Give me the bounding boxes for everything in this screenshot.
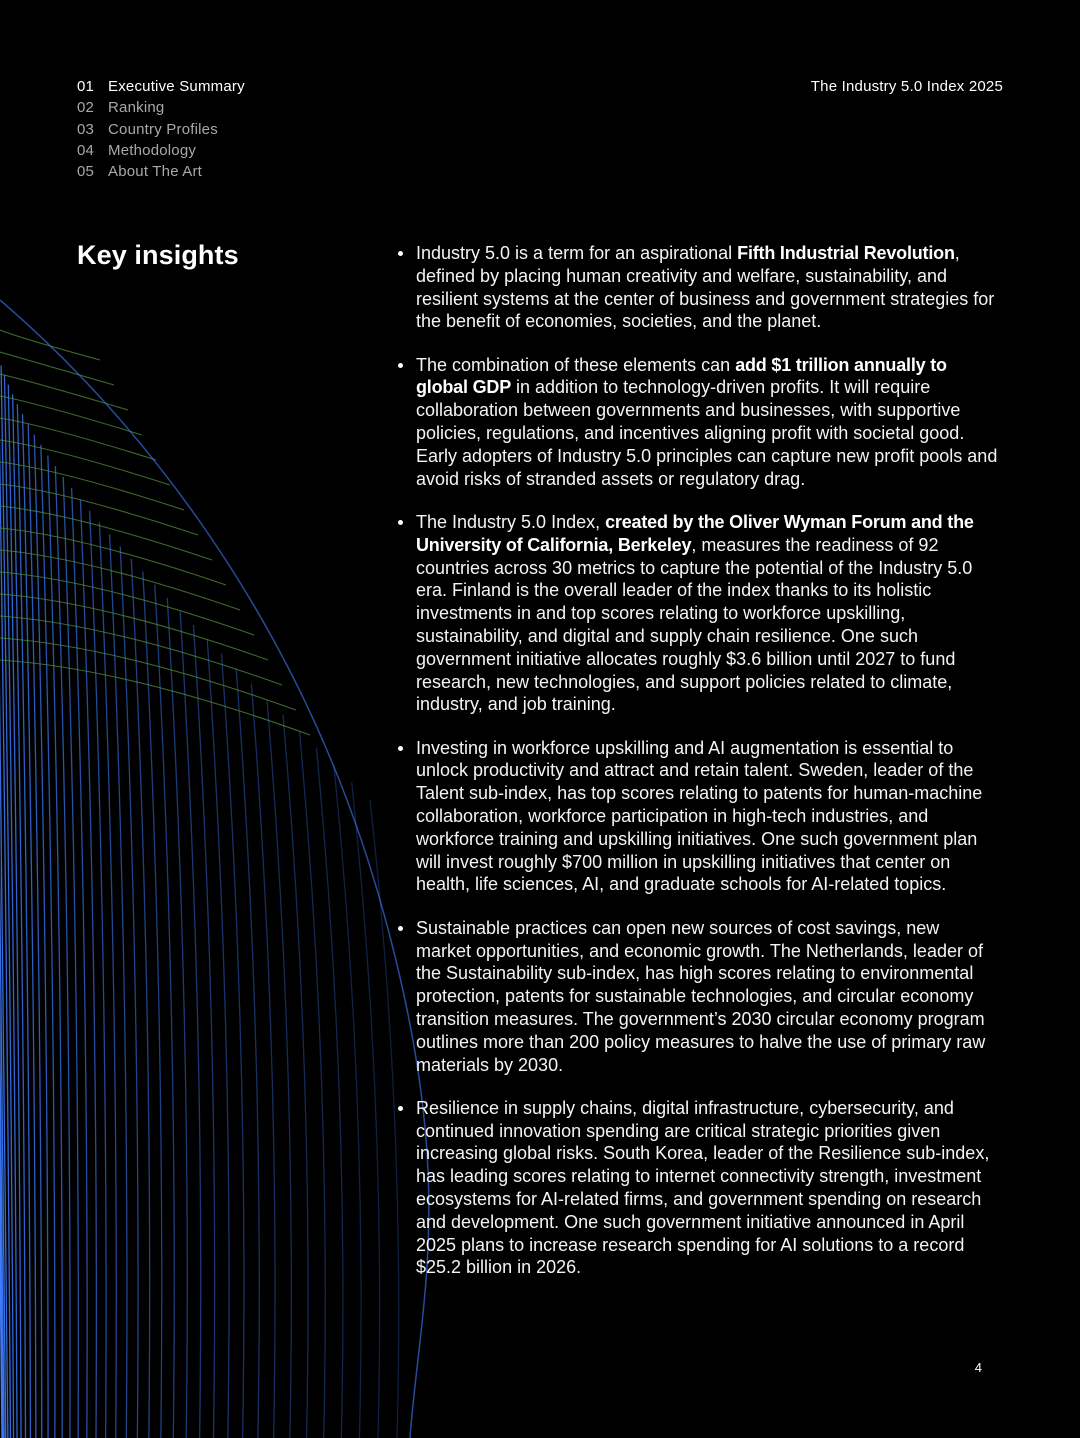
art-strand	[41, 445, 55, 1438]
art-strand	[193, 625, 214, 1438]
art-strand	[13, 394, 26, 1438]
art-strand	[334, 765, 361, 1438]
nav-item-number: 05	[77, 163, 95, 181]
nav-item-label: Country Profiles	[108, 120, 218, 138]
nav-item-label: Executive Summary	[108, 78, 245, 95]
insight-text: Investing in workforce upskilling and AI augmentation is essential to unlock productivity and attract and retain talent. Sweden, leader of the Talent sub-index, has top scores relating to patents for human-machine collaboration, workforce participation in high-tech industries, and workforce training and upskilling initiatives. One such government plan will invest roughly $700 million in upskilling initiatives that center on health, life sciences, AI, and graduate schools for AI-related topics.	[416, 737, 983, 895]
art-strand	[316, 748, 343, 1438]
art-strand	[48, 455, 62, 1438]
art-strand	[63, 477, 78, 1438]
art-strand	[0, 300, 2, 1438]
section-nav	[77, 76, 245, 182]
art-strand	[0, 328, 4, 1438]
art-band	[0, 594, 268, 660]
art-band	[0, 462, 184, 510]
art-strand	[0, 347, 8, 1438]
art-strand	[99, 522, 116, 1438]
art-strand	[55, 466, 70, 1438]
art-strand	[299, 731, 325, 1438]
insight-item	[398, 242, 998, 333]
art-band	[0, 396, 142, 435]
nav-item-about-the-art[interactable]	[77, 161, 245, 182]
insight-item	[398, 737, 998, 897]
art-band	[0, 638, 296, 710]
art-band	[0, 440, 170, 485]
nav-item-country-profiles[interactable]	[77, 119, 245, 140]
nav-item-ranking[interactable]	[77, 97, 245, 118]
art-strand	[283, 715, 308, 1438]
art-strand	[23, 414, 36, 1438]
art-band	[0, 330, 100, 360]
art-strand	[90, 511, 106, 1438]
art-strand	[143, 572, 162, 1438]
art-band	[0, 374, 128, 410]
art-band	[0, 572, 254, 635]
art-strand	[120, 547, 138, 1438]
nav-item-methodology[interactable]	[77, 140, 245, 161]
insight-text: Sustainable practices can open new sources of cost savings, new market opportunities, and economic growth. The Netherlands, leader of the Sustainability sub-index, has high scores relating to environmental protection, patents for sustainable technologies, and circular economy transition measures. The government’s 2030 circular economy program outlines more than 200 policy measures to halve the use of primary raw materials by 2030.	[416, 917, 986, 1075]
insight-item	[398, 354, 998, 491]
art-strand	[267, 699, 291, 1438]
art-strand	[80, 499, 96, 1438]
insight-text-end: , defined by placing human creativity and welfare, sustainability, and resilient systems at the center of business and government strategies for the benefit of economies, societies, and the planet.	[416, 243, 995, 332]
insight-text: The Industry 5.0 Index,	[416, 511, 606, 532]
art-band	[0, 528, 226, 585]
nav-item-number: 01	[77, 78, 95, 95]
art-strand	[251, 684, 275, 1438]
art-strand	[1, 365, 13, 1438]
art-strand	[34, 435, 48, 1438]
insight-item	[398, 917, 998, 1077]
nav-item-executive-summary[interactable]	[77, 76, 245, 97]
insight-highlight: Fifth Industrial Revolution	[737, 243, 955, 263]
insight-item	[398, 511, 998, 716]
art-strand	[8, 385, 21, 1438]
insight-highlight: add $1 trillion annually to global GDP	[416, 354, 947, 398]
art-band	[0, 550, 240, 610]
nav-item-label: About The Art	[108, 163, 203, 181]
art-band	[0, 660, 310, 735]
nav-item-number: 02	[77, 99, 95, 117]
page-number: 4	[974, 1360, 982, 1375]
art-strand	[352, 782, 380, 1438]
insight-text: Industry 5.0 is a term for an aspirational	[416, 243, 738, 263]
nav-item-label: Ranking	[108, 99, 165, 117]
art-strand	[370, 800, 399, 1438]
art-strand	[17, 404, 30, 1438]
art-band	[0, 616, 282, 685]
art-strand	[131, 559, 149, 1438]
art-strand	[72, 488, 88, 1438]
art-strand	[28, 424, 42, 1438]
key-insights-list	[398, 242, 998, 1300]
art-strand	[167, 598, 187, 1438]
art-band	[0, 506, 212, 560]
art-strand	[207, 639, 229, 1438]
page-title: Key insights	[77, 240, 239, 270]
art-strand	[4, 375, 17, 1438]
art-band	[0, 484, 198, 535]
art-band	[0, 418, 156, 460]
insight-highlight: created by the Oliver Wyman Forum and the University of California, Berkeley	[416, 511, 974, 555]
art-strand	[221, 654, 243, 1438]
insight-text: The combination of these elements can	[416, 354, 736, 375]
art-strand	[236, 668, 259, 1438]
insight-text-end: in addition to technology-driven profits. It will require collaboration between governments and businesses, with supportive policies, regulations, and incentives aligning profit with societal good. Early adopters of Industry 5.0 principles can capture new profit pools and avoid risks of stranded assets or regulatory drag.	[416, 377, 998, 489]
nav-item-number: 04	[77, 141, 95, 159]
art-edge	[0, 300, 429, 1438]
art-strand	[180, 611, 201, 1438]
art-strand	[0, 337, 6, 1438]
nav-item-label: Methodology	[108, 141, 197, 159]
art-strand	[155, 585, 174, 1438]
insight-text: Resilience in supply chains, digital infrastructure, cybersecurity, and continued innovation spending are critical strategic priorities given increasing global risks. South Korea, leader of the Resilience sub-index, has leading scores relating to internet connectivity strength, investment ecosystems for AI-related firms, and government spending on research and development. One such government initiative announced in April 2025 plans to increase research spending for AI solutions to a record $25.2 billion in 2026.	[416, 1097, 990, 1278]
art-strand	[0, 319, 3, 1438]
nav-item-number: 03	[77, 120, 95, 138]
insight-item	[398, 1097, 998, 1279]
document-title: The Industry 5.0 Index 2025	[810, 78, 1003, 95]
insight-text-end: , measures the readiness of 92 countries across 30 metrics to capture the potential of the Industry 5.0 era. Finland is the overall leader of the index thanks to its holistic investments in and top scores relating to workforce upskilling, sustainability, and digital and supply chain resilience. One such government initiative allocates roughly $3.6 billion until 2027 to fund research, new technologies, and support policies related to climate, industry, and job training.	[416, 534, 973, 715]
art-strand	[0, 356, 10, 1438]
art-strand	[110, 534, 127, 1438]
art-band	[0, 352, 114, 385]
art-strand	[0, 309, 2, 1438]
